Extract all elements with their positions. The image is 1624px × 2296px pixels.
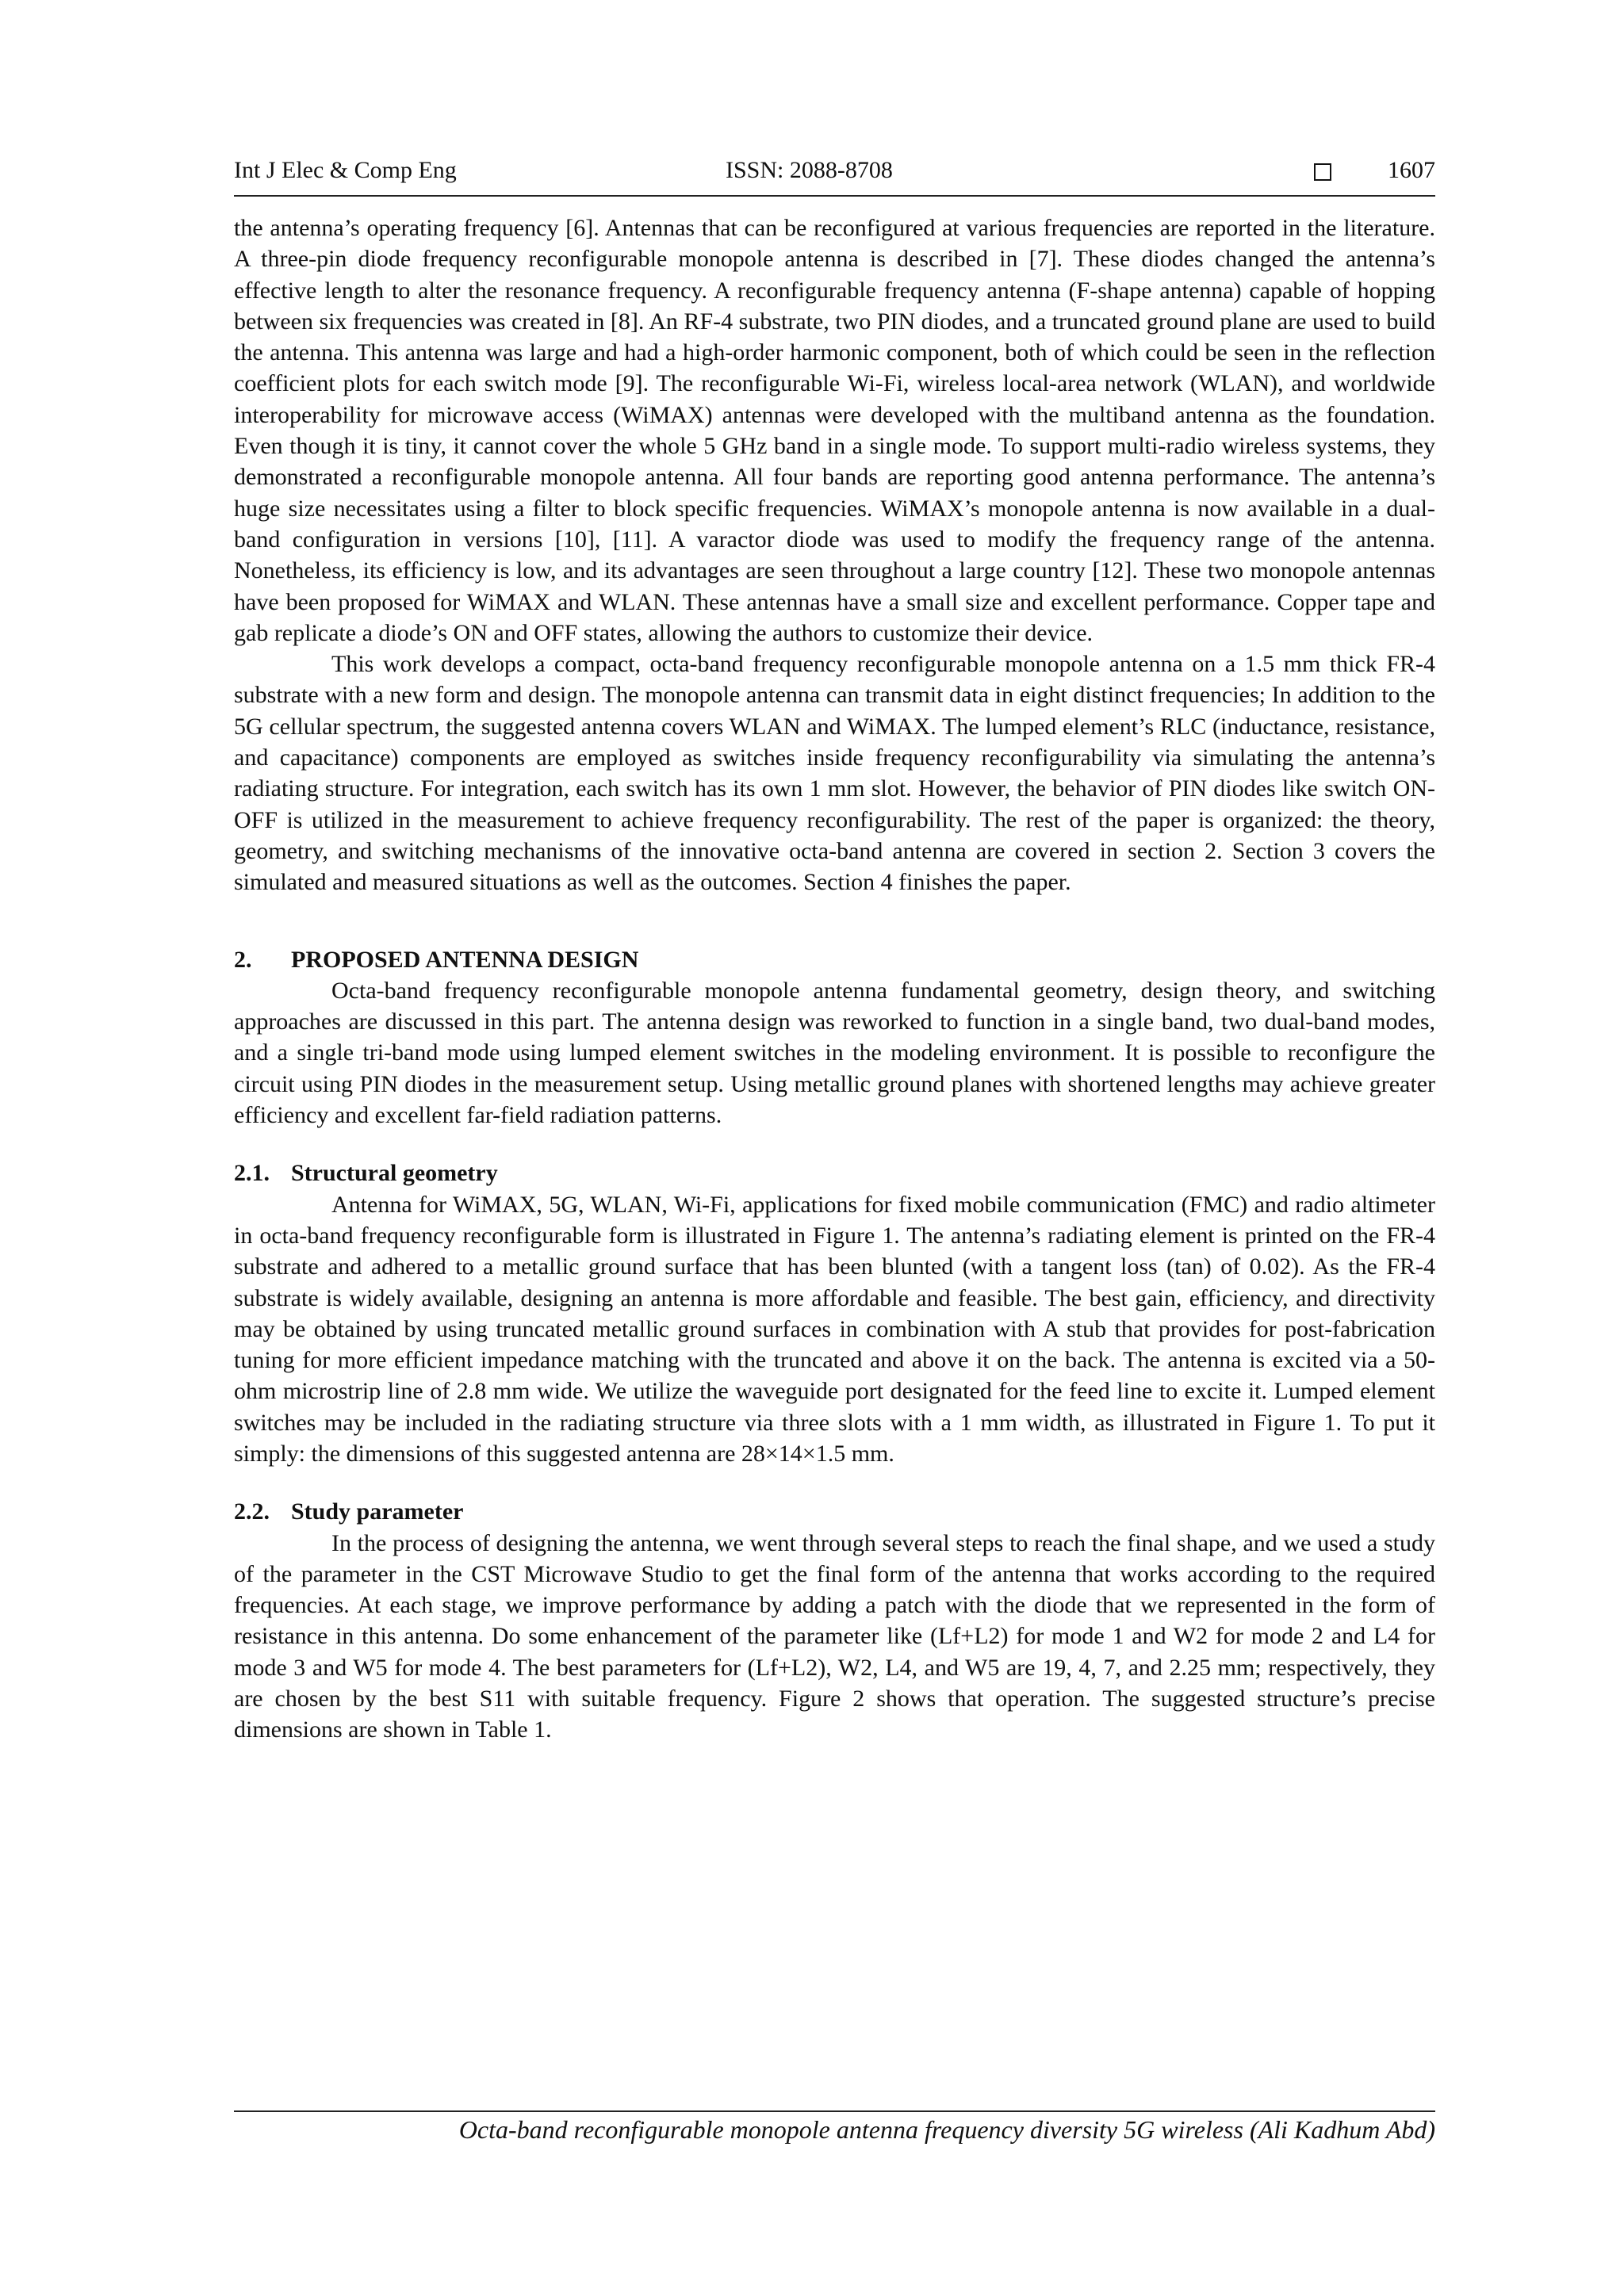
subsection-number: 2.2. [234, 1498, 270, 1525]
section-heading-2 [234, 944, 1435, 975]
issn: ISSN: 2088-8708 [726, 157, 893, 183]
paragraph-this-work: This work develops a compact, octa-band frequency reconfigurable monopole antenna on a 1.5 mm thick FR-4 substrate with a new form and design. The monopole antenna can transmit data in eight distinct frequencies; In addition to the 5G cellular spectrum, the suggested antenna covers WLAN and WiMAX. The lumped element’s RLC (inductance, resistance, and capacitance) components are employed as switches inside frequency reconfigurability via simulating the antenna’s radiating structure. For integration, each switch has its own 1 mm slot. However, the behavior of PIN diodes like switch ON-OFF is utilized in the measurement to achieve frequency reconfigurability. The rest of the paper is organized: the theory, geometry, and switching mechanisms of the innovative octa-band antenna are covered in section 2. Section 3 covers the simulated and measured situations as well as the outcomes. Section 4 finishes the paper. [234, 651, 1435, 896]
body-text [234, 212, 1435, 1746]
subsection-number: 2.1. [234, 1160, 270, 1187]
paragraph-study: In the process of designing the antenna, we went through several steps to reach the final shape, and we used a study of the parameter in the CST Microwave Studio to get the final form of the antenna that works according to the required frequencies. At each stage, we improve performance by adding a patch with the diode that we represented in the form of resistance in this antenna. Do some enhancement of the parameter like (Lf+L2) for mode 1 and W2 for mode 2 and L4 for mode 3 and W5 for mode 4. The best parameters for (Lf+L2), W2, L4, and W5 are 19, 4, 7, and 2.25 mm; respectively, they are chosen by the best S11 with suitable frequency. Figure 2 shows that operation. The suggested structure’s precise dimensions are shown in Table 1. [234, 1529, 1435, 1743]
page-header [234, 157, 1435, 197]
section-title: PROPOSED ANTENNA DESIGN [291, 946, 639, 973]
checkbox-square-icon [1314, 163, 1331, 181]
paragraph-geometry: Antenna for WiMAX, 5G, WLAN, Wi-Fi, applications for fixed mobile communication (FMC) and radio altimeter in octa-band frequency reconfigurable form is illustrated in Figure 1. The antenna’s radiating element is printed on the FR-4 substrate and adhered to a metallic ground surface that has been blunted (with a tangent loss (tan) of 0.02). As the FR-4 substrate is widely available, designing an antenna is more affordable and feasible. The best gain, efficiency, and directivity may be obtained by using truncated metallic ground surfaces in combination with A stub that provides for post-fabrication tuning for more efficient impedance matching with the truncated and above it on the back. The antenna is excited via a 50-ohm microstrip line of 2.8 mm wide. We utilize the waveguide port designated for the feed line to excite it. Lumped element switches may be included in the radiating structure via three slots with a 1 mm width, as illustrated in Figure 1. To put it simply: the dimensions of this suggested antenna are 28×14×1.5 mm. [234, 1191, 1435, 1467]
running-footer: Octa-band reconfigurable monopole antenna frequency diversity 5G wireless (Ali Kadhum Abd) [458, 2115, 1435, 2144]
subsection-heading-2-2 [234, 1496, 1435, 1527]
journal-name: Int J Elec & Comp Eng [234, 157, 457, 183]
paragraph-intro-continued: the antenna’s operating frequency [6]. Antennas that can be reconfigured at various frequencies are reported in the literature. A three-pin diode frequency reconfigurable monopole antenna is described in [7]. These diodes changed the antenna’s effective length to alter the resonance frequency. A reconfigurable frequency antenna (F-shape antenna) capable of hopping between six frequencies was created in [8]. An RF-4 substrate, two PIN diodes, and a truncated ground plane are used to build the antenna. This antenna was large and had a high-order harmonic component, both of which could be seen in the reflection coefficient plots for each switch mode [9]. The reconfigurable Wi-Fi, wireless local-area network (WLAN), and worldwide interoperability for microwave access (WiMAX) antennas were developed with the multiband antenna as the foundation. Even though it is tiny, it cannot cover the whole 5 GHz band in a single mode. To support multi-radio wireless systems, they demonstrated a reconfigurable monopole antenna. All four bands are reporting good antenna performance. The antenna’s huge size necessitates using a filter to block specific frequencies. WiMAX’s monopole antenna is now available in a dual-band configuration in versions [10], [11]. A varactor diode was used to modify the frequency range of the antenna. Nonetheless, its efficiency is low, and its advantages are seen throughout a large country [12]. These two monopole antennas have been proposed for WiMAX and WLAN. These antennas have a small size and excellent performance. Copper tape and gab replicate a diode’s ON and OFF states, allowing the authors to customize their device. [234, 215, 1435, 646]
paragraph-design-intro: Octa-band frequency reconfigurable monopole antenna fundamental geometry, design theory, and switching approaches are discussed in this part. The antenna design was reworked to function in a single band, two dual-band modes, and a single tri-band mode using lumped element switches in the modeling environment. It is possible to reconfigure the circuit using PIN diodes in the measurement setup. Using metallic ground planes with shortened lengths may achieve greater efficiency and excellent far-field radiation patterns. [234, 977, 1435, 1129]
subsection-heading-2-1 [234, 1158, 1435, 1188]
page-number: 1607 [1388, 157, 1435, 183]
subsection-title: Study parameter [291, 1498, 464, 1525]
footer-divider [234, 2110, 1435, 2112]
section-number: 2. [234, 946, 252, 973]
subsection-title: Structural geometry [291, 1160, 498, 1187]
